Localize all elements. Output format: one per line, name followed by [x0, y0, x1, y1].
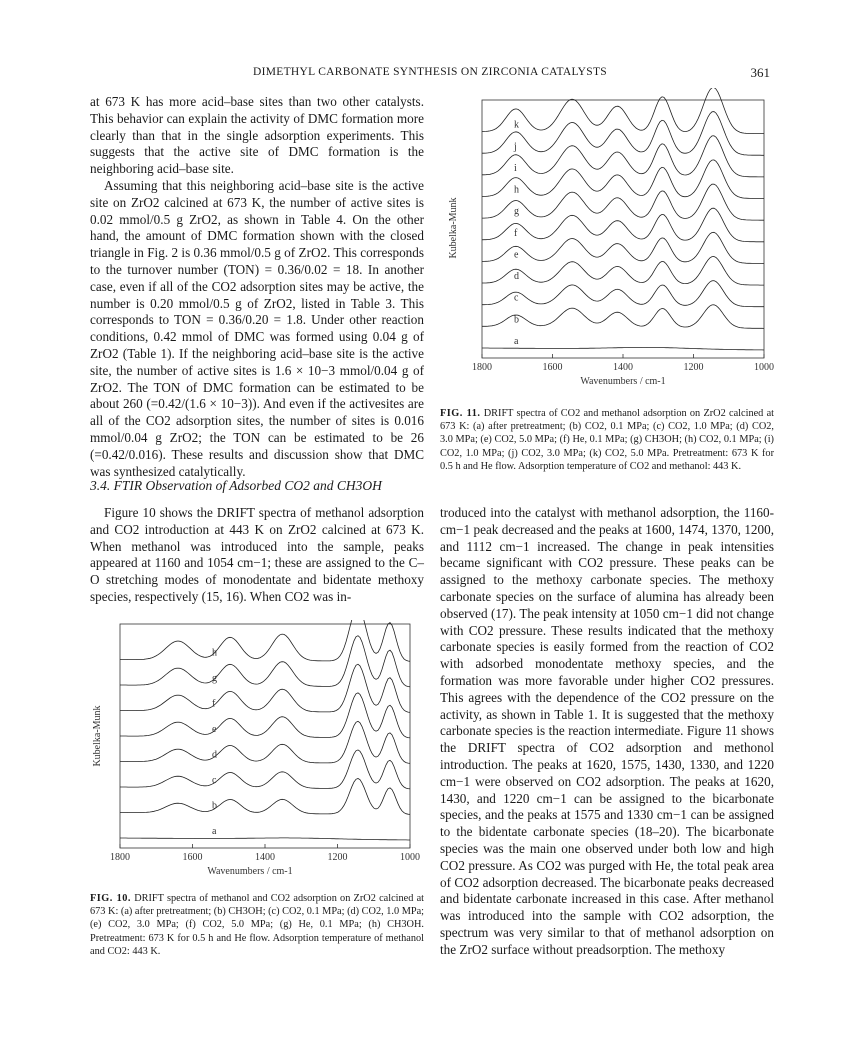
curve-label-f: f — [514, 227, 518, 239]
curve-label-g: g — [212, 673, 217, 684]
x-tick-label: 1400 — [613, 362, 633, 373]
caption-text: DRIFT spectra of methanol and CO2 adsorption on ZrO2 calcined at 673 K: (a) after pretreatment; (b) CH3OH; (c) CO2, 0.1 MPa; (d) CO2, 1.0 MPa; (e) CO2, 3.0 MPa; (f) CO2, 5.0 MPa; (g) He, 0.1 MPa; (h) CH3OH. Pretreatment: 673 K for 0.5 h and He flow. Adsorption temperature of methanol and CO2: 443 K. — [90, 893, 425, 957]
running-title: DIMETHYL CARBONATE SYNTHESIS ON ZIRCONIA CATALYSTS — [253, 66, 607, 78]
paragraph: Assuming that this neighboring acid–base site is the active site on ZrO2 calcined at 673 K, the number of active sites is 0.02 mmol/0.5 g ZrO2, as shown in Table 4. On the other hand, the amount of DMC formation shown with the closed triangle in Fig. 2 is 0.36 mmol/0.5 g of ZrO2. This corresponds to the turnover number (TON) = 0.36/0.02 = 18. In another case, even if all of the CO2 adsorption sites may be active, the number is 0.20 mmol/0.5 g of ZrO2, listed in Table 3. This corresponds to TON = 0.36/0.20 = 1.8. Under other reaction conditions, 0.42 mmol of DMC was formed using 0.04 g of ZrO2 (Table 1). If the neighboring acid–base site is the active site, the number of active sites is 1.6 × 10−3 mmol/0.04 g of ZrO2. The TON of DMC formation can be estimated to be about 260 (=0.42/(1.6 × 10−3)). And even if the activesites are all of the CO2 adsorption sites, the number of sites is 0.016 mmol/0.04 g ZrO2; the TON can be estimated to be 26 (=0.42/0.016). These results and discussion show that DMC was synthesized catalytically. — [90, 177, 424, 479]
curve-label-j: j — [514, 141, 517, 153]
curve-label-k: k — [514, 119, 519, 131]
section-heading: 3.4. FTIR Observation of Adsorbed CO2 and CH3OH — [90, 478, 382, 493]
curve-label-h: h — [514, 184, 519, 196]
spectrum-curve-d — [482, 257, 764, 286]
right-column — [440, 505, 774, 959]
spectrum-curve-h — [120, 620, 410, 661]
y-axis-label: Kubelka-Munk — [448, 197, 459, 259]
figure-10-spectra — [120, 620, 410, 840]
figure-11-caption — [440, 407, 774, 473]
x-tick-label: 1200 — [683, 362, 704, 373]
x-tick-label: 1000 — [754, 362, 774, 373]
left-column-top — [90, 94, 424, 480]
figure-11 — [440, 88, 774, 388]
curve-label-b: b — [212, 800, 217, 812]
caption-lead: FIG. 10. — [90, 893, 131, 904]
curve-label-f: f — [212, 698, 216, 710]
page-header — [90, 66, 770, 86]
curve-label-g: g — [514, 206, 519, 218]
caption-lead: FIG. 11. — [440, 408, 481, 419]
spectrum-curve-k — [482, 88, 764, 134]
spectrum-curve-e — [482, 232, 764, 263]
x-tick-label: 1600 — [182, 852, 203, 863]
figure-10 — [90, 620, 424, 880]
x-axis-label: Wavenumbers / cm-1 — [207, 866, 293, 877]
spectrum-curve-g — [120, 636, 410, 687]
curve-label-d: d — [514, 271, 519, 283]
paragraph: at 673 K has more acid–base sites than two other catalysts. This behavior can explain the activity of DMC formation more clearly than that in the single adsorption experiments. This suggests that the active site of DMC formation is the neighboring acid–base site. — [90, 94, 424, 177]
spectrum-curve-a — [120, 838, 410, 840]
spectrum-curve-f — [482, 208, 764, 242]
curve-label-i: i — [514, 162, 517, 174]
curve-label-b: b — [514, 314, 519, 326]
x-tick-label: 1400 — [255, 852, 275, 863]
x-axis-label: Wavenumbers / cm-1 — [580, 376, 666, 387]
spectrum-curve-e — [120, 693, 410, 738]
paragraph: Figure 10 shows the DRIFT spectra of methanol adsorption and CO2 introduction at 443 K on ZrO2 calcined at 673 K. When methanol was introduced into the sample, peaks appeared at 1160 and 1054 cm−1; these are assigned to the C–O stretching modes of monodentate and bidentate methoxy species, respectively (15, 16). When CO2 was in- — [90, 505, 424, 604]
y-axis-label: Kubelka-Munk — [92, 705, 103, 767]
figure-10-ticks — [110, 844, 420, 863]
x-tick-label: 1200 — [327, 852, 348, 863]
curve-label-c: c — [212, 775, 217, 786]
spectrum-curve-a — [482, 347, 764, 350]
curve-label-a: a — [212, 826, 217, 837]
curve-label-d: d — [212, 749, 217, 761]
curve-label-h: h — [212, 647, 217, 659]
x-tick-label: 1800 — [472, 362, 492, 373]
left-column-middle — [90, 505, 424, 606]
spectrum-curve-f — [120, 664, 410, 712]
figure-11-plot — [440, 88, 774, 388]
figure-10-caption — [90, 892, 424, 958]
spectrum-curve-d — [120, 721, 410, 763]
spectrum-curve-b — [482, 305, 764, 329]
x-tick-label: 1800 — [110, 852, 130, 863]
spectrum-curve-h — [482, 160, 764, 199]
figure-11-spectra — [482, 88, 764, 350]
figure-11-ticks — [472, 354, 774, 373]
x-tick-label: 1600 — [542, 362, 563, 373]
paragraph: troduced into the catalyst with methanol adsorption, the 1160-cm−1 peak decreased and the peaks at 1600, 1474, 1370, 1200, and 1112 cm−1 increased. The change in peak intensities became significant with CO2 pressure. These peaks can be assigned to the methoxy carbonate species. The methoxy carbonate species on the surface of alumina has already been observed (17). The peak intensity at 1050 cm−1 did not change with CO2 pressure. These results indicated that the methoxy carbonate species is easily formed from the reaction of CO2 with adsorbed monodentate methoxy species, and the formation was more favorable under higher CO2 pressures. This agrees with the dependence of the CO2 pressure on the activity, as shown in Table 1. It is suggested that the methoxy carbonate species is the reaction intermediate. Figure 11 shows the DRIFT spectra of CO2 adsorption and methonol introduction. The peaks at 1620, 1575, 1430, 1330, and 1220 cm−1 were observed on CO2 adsorption. The peaks at 1620, 1430, and 1220 cm−1 can be assigned to the bicarbonate species, and the peaks at 1575 and 1330 cm−1 can be assigned to the bidentate carbonate species (18–20). The bicarbonate species was the main one observed under both low and high CO2 pressure. As CO2 was purged with He, the total peak area of CO2 adsorption decreased. The bicarbonate peaks decreased and bidentate carbonate increased in this case. After methanol was introduced into the sample with CO2 adsorption, the spectrum was very similar to that of methanol adsorption on the ZrO2 surface without preadsorption. The methoxy — [440, 505, 774, 957]
caption-text: DRIFT spectra of CO2 and methanol adsorption on ZrO2 calcined at 673 K: (a) after pretreatment; (b) CO2, 0.1 MPa; (c) CO2, 1.0 MPa; (d) CO2, 3.0 MPa; (e) CO2, 5.0 MPa; (f) He, 0.1 MPa; (g) CH3OH; (h) CO2, 0.1 MPa; (i) CO2, 1.0 MPa; (j) CO2, 3.0 MPa; (k) CO2, 5.0 MPa. Pretreatment: 673 K for 0.5 h and He flow. Adsorption temperature of CO2 and methanol: 443 K. — [440, 408, 775, 472]
curve-label-e: e — [514, 249, 519, 261]
page-number: 361 — [750, 65, 770, 80]
curve-label-c: c — [514, 292, 519, 304]
curve-label-e: e — [212, 724, 217, 735]
figure-10-plot — [90, 620, 424, 880]
x-tick-label: 1000 — [400, 852, 420, 863]
curve-label-a: a — [514, 336, 519, 347]
spectrum-curve-c — [482, 281, 764, 307]
spectrum-curve-g — [482, 184, 764, 220]
